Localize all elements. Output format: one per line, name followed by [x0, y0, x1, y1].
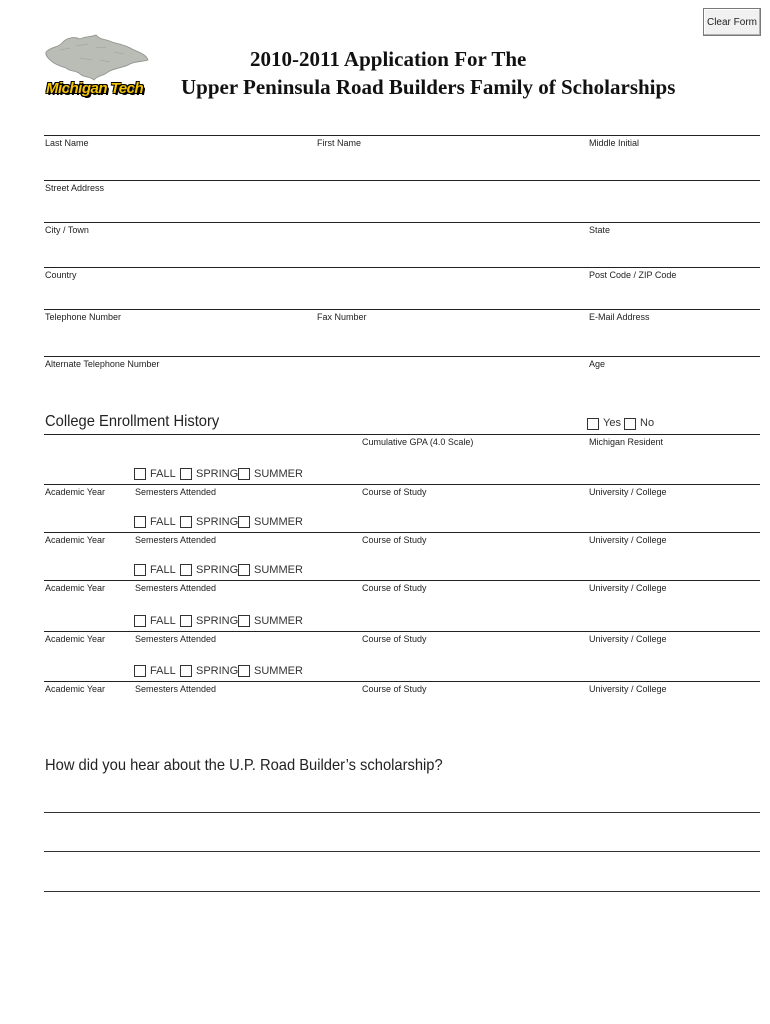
spring-label-5: SPRING — [196, 665, 239, 677]
summer-checkbox-5[interactable] — [238, 665, 250, 677]
spring-checkbox-4[interactable] — [180, 615, 192, 627]
row-rule-enroll-1 — [44, 484, 760, 485]
row-rule-enroll-2 — [44, 532, 760, 533]
country-label: Country — [45, 270, 77, 280]
middle-initial-label: Middle Initial — [589, 138, 640, 148]
fall-checkbox-4[interactable] — [134, 615, 146, 627]
resident-no-label: No — [640, 417, 655, 429]
row-rule-enroll-4 — [44, 631, 760, 632]
fall-checkbox-2[interactable] — [134, 516, 146, 528]
spring-checkbox-1[interactable] — [180, 468, 192, 480]
state-label: State — [589, 225, 611, 235]
row-rule-name — [44, 135, 760, 136]
summer-label-5: SUMMER — [254, 665, 303, 677]
fall-label-3: FALL — [150, 564, 176, 576]
row-rule-country — [44, 267, 760, 268]
semesters-label-5: Semesters Attended — [135, 684, 217, 694]
course-label-5: Course of Study — [362, 684, 427, 694]
academic-year-label-1: Academic Year — [45, 487, 106, 497]
row-rule-enroll-5 — [44, 681, 760, 682]
row-rule-gpa — [44, 434, 760, 435]
course-label-3: Course of Study — [362, 583, 427, 593]
semesters-label-4: Semesters Attended — [135, 634, 217, 644]
university-label-3: University / College — [589, 583, 667, 593]
academic-year-label-3: Academic Year — [45, 583, 106, 593]
course-label-1: Course of Study — [362, 487, 427, 497]
row-rule-enroll-3 — [44, 580, 760, 581]
academic-year-label-4: Academic Year — [45, 634, 106, 644]
summer-label-4: SUMMER — [254, 615, 303, 627]
academic-year-label-5: Academic Year — [45, 684, 106, 694]
michigan-tech-logo-text: Michigan Tech — [46, 80, 144, 97]
row-rule-city — [44, 222, 760, 223]
street-address-label: Street Address — [45, 183, 105, 193]
spring-label-2: SPRING — [196, 516, 239, 528]
university-label-2: University / College — [589, 535, 667, 545]
row-rule-alt-telephone — [44, 356, 760, 357]
form-title-line-2: Upper Peninsula Road Builders Family of Scholarships — [181, 75, 676, 99]
michigan-resident-label: Michigan Resident — [589, 437, 664, 447]
resident-yes-checkbox[interactable] — [587, 418, 599, 430]
telephone-label: Telephone Number — [45, 312, 122, 322]
form-title-line-1: 2010-2011 Application For The — [250, 47, 527, 71]
course-label-2: Course of Study — [362, 535, 427, 545]
row-rule-telephone — [44, 309, 760, 310]
university-label-1: University / College — [589, 487, 667, 497]
summer-label-3: SUMMER — [254, 564, 303, 576]
summer-checkbox-1[interactable] — [238, 468, 250, 480]
summer-checkbox-3[interactable] — [238, 564, 250, 576]
resident-no-checkbox[interactable] — [624, 418, 636, 430]
spring-label-1: SPRING — [196, 468, 239, 480]
gpa-label: Cumulative GPA (4.0 Scale) — [362, 437, 474, 447]
fall-label-2: FALL — [150, 516, 176, 528]
university-label-5: University / College — [589, 684, 667, 694]
fall-checkbox-1[interactable] — [134, 468, 146, 480]
hear-about-line-3[interactable] — [44, 891, 760, 892]
semesters-label-3: Semesters Attended — [135, 583, 217, 593]
spring-label-4: SPRING — [196, 615, 239, 627]
university-label-4: University / College — [589, 634, 667, 644]
enrollment-heading: College Enrollment History — [45, 413, 220, 430]
email-label: E-Mail Address — [589, 312, 650, 322]
map-shape — [46, 35, 148, 80]
age-label: Age — [589, 359, 606, 369]
hear-about-line-1[interactable] — [44, 812, 760, 813]
semesters-label-2: Semesters Attended — [135, 535, 217, 545]
fax-label: Fax Number — [317, 312, 367, 322]
course-label-4: Course of Study — [362, 634, 427, 644]
fall-label-5: FALL — [150, 665, 176, 677]
fall-checkbox-3[interactable] — [134, 564, 146, 576]
last-name-label: Last Name — [45, 138, 89, 148]
hear-about-line-2[interactable] — [44, 851, 760, 852]
summer-label-1: SUMMER — [254, 468, 303, 480]
fall-checkbox-5[interactable] — [134, 665, 146, 677]
row-rule-street — [44, 180, 760, 181]
fall-label-1: FALL — [150, 468, 176, 480]
resident-yes-label: Yes — [603, 417, 621, 429]
semesters-label-1: Semesters Attended — [135, 487, 217, 497]
spring-checkbox-5[interactable] — [180, 665, 192, 677]
summer-checkbox-4[interactable] — [238, 615, 250, 627]
spring-checkbox-3[interactable] — [180, 564, 192, 576]
hear-about-question: How did you hear about the U.P. Road Builder’s scholarship? — [45, 757, 443, 774]
alt-telephone-label: Alternate Telephone Number — [45, 359, 160, 369]
postcode-label: Post Code / ZIP Code — [589, 270, 677, 280]
summer-checkbox-2[interactable] — [238, 516, 250, 528]
fall-label-4: FALL — [150, 615, 176, 627]
clear-form-button[interactable]: Clear Form — [703, 8, 761, 36]
spring-label-3: SPRING — [196, 564, 239, 576]
summer-label-2: SUMMER — [254, 516, 303, 528]
academic-year-label-2: Academic Year — [45, 535, 106, 545]
city-town-label: City / Town — [45, 225, 89, 235]
spring-checkbox-2[interactable] — [180, 516, 192, 528]
first-name-label: First Name — [317, 138, 362, 148]
